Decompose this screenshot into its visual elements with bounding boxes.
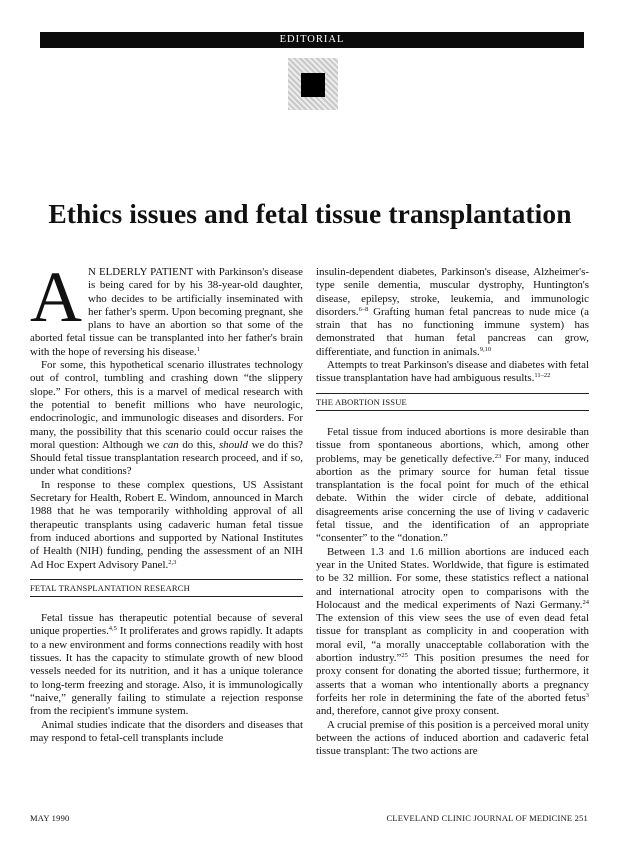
journal-logo: [288, 58, 338, 110]
footer-journal-page: CLEVELAND CLINIC JOURNAL OF MEDICINE 251: [386, 813, 588, 823]
section-heading: THE ABORTION ISSUE: [316, 393, 589, 411]
paragraph-text: Animal studies indicate that the disorders and diseases that may respond to fetal-cell transplants include: [30, 718, 303, 744]
paragraph: [30, 719, 303, 746]
footer-date: MAY 1990: [30, 813, 70, 823]
paragraph: [316, 266, 589, 359]
paragraph: [30, 612, 303, 718]
paragraph-text: cadaveric fetal tissue, and the identification of an appropriate “consenter” to the “donation.”: [316, 505, 589, 545]
paragraph-text: For some, this hypothetical scenario illustrates technology out of control, tumbling and crashing down “the slippery slope.” For others, this is a marvel of medical research with the potential to benefit millions who have neurologic, endocrinologic, and immunologic diseases and disorders. For many, the possibility that this scenario could occur raises the moral question: Although we: [30, 359, 303, 451]
drop-cap: A: [30, 257, 82, 337]
left-column: [30, 257, 303, 745]
paragraph-intro: [30, 257, 303, 359]
citation: 4,5: [108, 625, 117, 633]
citation: 9,10: [479, 345, 492, 353]
paragraph-text: It proliferates and grows rapidly. It adapts to a new environment and forms connections readily with host tissues. It has the capacity to stimulate growth of new blood vessels needed for its nutrition, and it has a unique tolerance to long-term freezing and storage. Also, it is immunologically “naive,” generally failing to stimulate a rejection response from the recipient's immune system.: [30, 625, 303, 718]
paragraph-text: This position presumes the need for proxy consent for donating the aborted tissue; furthermore, it asserts that a woman who intentionally aborts a pregnancy forfeits her role in determining the fate of the aborted fetus: [316, 652, 590, 704]
paragraph-text: Between 1.3 and 1.6 million abortions are induced each year in the United States. Worldwide, that figure is estimated to be 32 million. For some, these statistics reflect a national and international atrocity open to comparisons with the Holocaust and the medical experiments of Nazi Germany.: [316, 545, 589, 611]
paragraph-text: insulin-dependent diabetes, Parkinson's disease, Alzheimer's-type senile dementia, muscular dystrophy, Huntington's disease, epilepsy, stroke, leukemia, and immunologic disorders.: [316, 266, 589, 318]
citation: 1: [196, 345, 200, 353]
emphasis: can: [163, 438, 179, 451]
citation: 25: [401, 652, 408, 660]
paragraph: [316, 426, 589, 546]
paragraph: [316, 719, 589, 759]
right-column: [316, 266, 589, 758]
paragraph-text: we do this? Should fetal tissue transplantation research proceed, and if so, under what conditions?: [30, 438, 303, 478]
emphasis: should: [218, 438, 248, 451]
paragraph-text: A crucial premise of this position is a perceived moral unity between the actions of induced abortion and cadaveric fetal tissue transplant: The two actions are: [316, 718, 589, 758]
section-heading: FETAL TRANSPLANTATION RESEARCH: [30, 579, 303, 597]
article-title: Ethics issues and fetal tissue transplantation: [48, 198, 572, 229]
citation: 24: [582, 598, 589, 606]
citation: 2,3: [168, 558, 177, 566]
paragraph-text: Attempts to treat Parkinson's disease and diabetes with fetal tissue transplantation have had ambiguous results.: [316, 359, 589, 385]
paragraph-text: Fetal tissue has therapeutic potential because of several unique properties.: [30, 612, 303, 638]
section-banner: EDITORIAL: [40, 32, 584, 48]
paragraph: [316, 546, 589, 719]
paragraph-text: Fetal tissue from induced abortions is more desirable than tissue from spontaneous abortions, which, among other problems, may be genetically defective.: [316, 425, 589, 465]
citation: 6–8: [358, 305, 369, 313]
paragraph: [30, 479, 303, 572]
emphasis: v: [538, 505, 544, 518]
logo-square-icon: [301, 73, 325, 97]
paragraph-text: For many, induced abortion as the primary source for human fetal tissue transplantation is the focal point for much of the ethical debate. Within the wider circle of debate, additional disagreements arise concerning the use of living: [316, 452, 589, 518]
paragraph-text: The extension of this view sees the use of even dead fetal tissue for transplant as complicity in and cooperation with moral evil, “a morally unacceptable collaboration with the abortion industry.”: [316, 612, 589, 665]
citation: 3: [585, 691, 589, 699]
citation: 11–22: [534, 372, 551, 380]
paragraph-text: Grafting human fetal pancreas to nude mice (a strain that has no functioning immune system) has demonstrated that human fetal pancreas can grow, differentiate, and function in animals.: [316, 305, 589, 358]
paragraph-text: In response to these complex questions, US Assistant Secretary for Health, Robert E. Windom, announced in March 1988 that he was temporarily withholding approval of all therapeutic transplants using cadaveric human fetal tissue from induced abortions and supported by National Institutes of Health (NIH) funding, pending the assessment of an NIH Ad Hoc Expert Advisory Panel.: [30, 478, 303, 571]
paragraph-text: N ELDERLY PATIENT with Parkinson's disease is being cared for by his 38-year-old daughter, who decides to be artificially inseminated with her father's sperm. Upon becoming pregnant, she plans to have an abortion so that some of the aborted fetal tissue can be transplanted into her father's brain with the hope of reversing his disease.: [30, 266, 303, 358]
citation: 23: [494, 452, 502, 460]
paragraph: [316, 359, 589, 386]
paragraph-text: and, therefore, cannot give proxy consent.: [316, 705, 500, 718]
paragraph: [30, 359, 303, 479]
paragraph-text: do this,: [182, 438, 216, 451]
